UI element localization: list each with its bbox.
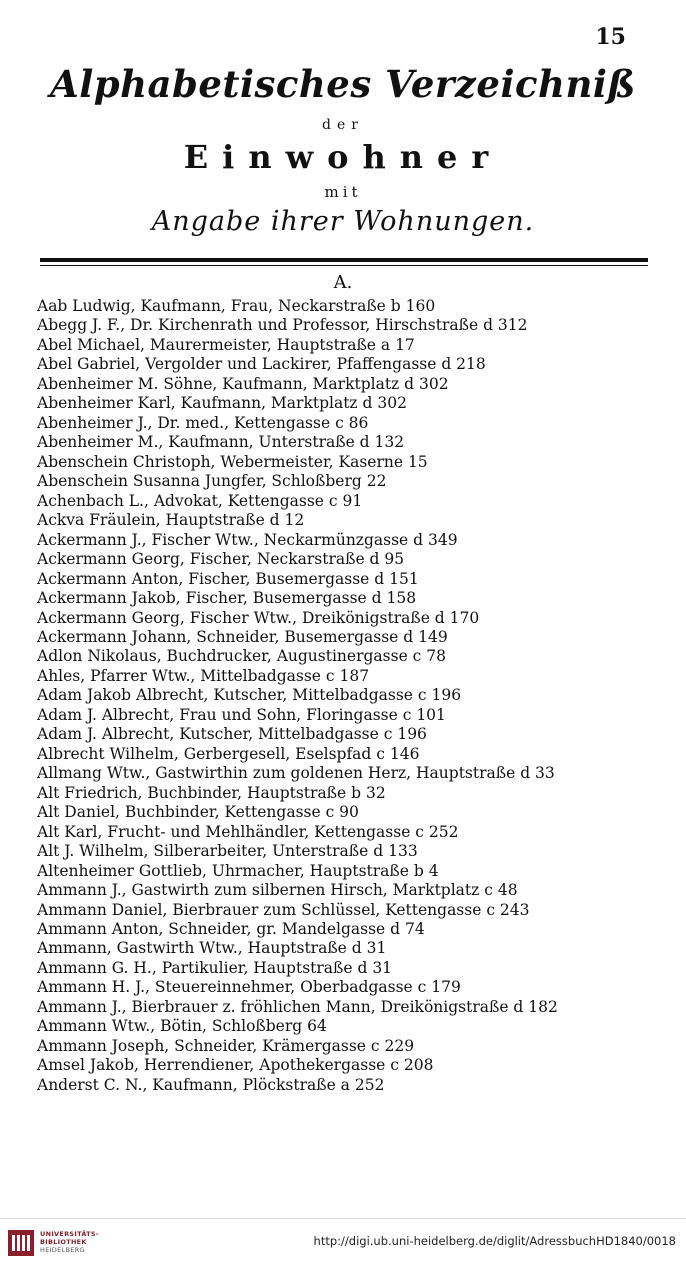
entry: Abel Gabriel, Vergolder und Lackirer, Pfaffengasse d 218 xyxy=(37,355,486,374)
entry: Ammann Anton, Schneider, gr. Mandelgasse d 74 xyxy=(37,920,425,938)
entry: Abegg J. F., Dr. Kirchenrath und Professor, Hirschstraße d 312 xyxy=(37,316,528,335)
title-subtitle: Angabe ihrer Wohnungen. xyxy=(151,206,535,237)
entry: Ackermann J., Fischer Wtw., Neckarmünzgasse d 349 xyxy=(37,530,458,549)
entry: Allmang Wtw., Gastwirthin zum goldenen Herz, Hauptstraße d 33 xyxy=(37,764,555,783)
entry: Abenheimer M., Kaufmann, Unterstraße d 132 xyxy=(37,433,405,452)
entry: Ackermann Georg, Fischer, Neckarstraße d 95 xyxy=(37,550,405,569)
entry: Alt Friedrich, Buchbinder, Hauptstraße b 32 xyxy=(37,783,386,802)
title-heading: Alphabetisches Verzeichniß xyxy=(49,62,637,106)
entry: Ackva Fräulein, Hauptstraße d 12 xyxy=(37,511,305,530)
entry: Albrecht Wilhelm, Gerbergesell, Eselspfad c 146 xyxy=(37,744,420,763)
entry: Adam Jakob Albrecht, Kutscher, Mittelbadgasse c 196 xyxy=(37,686,462,705)
university-library-logo-icon xyxy=(8,1230,34,1256)
entry: Ammann, Gastwirth Wtw., Hauptstraße d 31 xyxy=(37,939,387,958)
entry: Abenschein Susanna Jungfer, Schloßberg 22 xyxy=(37,472,387,491)
entry: Adam J. Albrecht, Frau und Sohn, Floringasse c 101 xyxy=(37,705,446,724)
library-name-line1: UNIVERSITÄTS- xyxy=(40,1230,99,1238)
entry: Aab Ludwig, Kaufmann, Frau, Neckarstraße b 160 xyxy=(37,297,436,315)
entry: Ammann Daniel, Bierbrauer zum Schlüssel, Kettengasse c 243 xyxy=(37,900,530,919)
entry: Altenheimer Gottlieb, Uhrmacher, Hauptstraße b 4 xyxy=(37,861,439,880)
entry: Amsel Jakob, Herrendiener, Apothekergasse c 208 xyxy=(37,1056,434,1075)
entry: Alt Daniel, Buchbinder, Kettengasse c 90 xyxy=(37,803,359,822)
title-der: der xyxy=(322,117,364,133)
rule-thick xyxy=(40,258,648,262)
title-mit: mit xyxy=(324,183,362,201)
page-number: 15 xyxy=(595,24,626,50)
entry: Abel Michael, Maurermeister, Hauptstraße a 17 xyxy=(37,335,415,354)
entry: Ackermann Jakob, Fischer, Busemergasse d 158 xyxy=(37,589,417,608)
entry: Anderst C. N., Kaufmann, Plöckstraße a 252 xyxy=(37,1075,385,1094)
entry: Alt Karl, Frucht- und Mehlhändler, Kettengasse c 252 xyxy=(37,822,459,841)
entry: Achenbach L., Advokat, Kettengasse c 91 xyxy=(37,491,363,510)
entry: Abenheimer J., Dr. med., Kettengasse c 86 xyxy=(37,413,369,432)
entry: Ackermann Anton, Fischer, Busemergasse d 151 xyxy=(37,569,419,588)
entry: Ammann Wtw., Bötin, Schloßberg 64 xyxy=(37,1017,327,1036)
entry: Alt J. Wilhelm, Silberarbeiter, Unterstraße d 133 xyxy=(37,842,418,861)
entry: Ammann J., Gastwirth zum silbernen Hirsch, Marktplatz c 48 xyxy=(37,881,518,900)
entry: Ackermann Johann, Schneider, Busemergasse d 149 xyxy=(37,627,448,646)
rule-thin xyxy=(40,265,648,266)
entry: Abenheimer Karl, Kaufmann, Marktplatz d 302 xyxy=(37,394,407,413)
entry: Adam J. Albrecht, Kutscher, Mittelbadgasse c 196 xyxy=(37,725,427,744)
entry: Abenheimer M. Söhne, Kaufmann, Marktplatz d 302 xyxy=(37,374,449,393)
entry: Ammann G. H., Partikulier, Hauptstraße d 31 xyxy=(37,958,393,977)
entry: Ammann H. J., Steuereinnehmer, Oberbadgasse c 179 xyxy=(37,978,461,997)
entry: Ahles, Pfarrer Wtw., Mittelbadgasse c 187 xyxy=(37,666,370,685)
source-url-link[interactable]: http://digi.ub.uni-heidelberg.de/diglit/AdressbuchHD1840/0018 xyxy=(313,1234,676,1248)
entry: Ackermann Georg, Fischer Wtw., Dreikönigstraße d 170 xyxy=(37,608,480,627)
footer-bar xyxy=(0,1218,686,1264)
entry: Abenschein Christoph, Webermeister, Kaserne 15 xyxy=(37,452,428,471)
entry: Ammann J., Bierbrauer z. fröhlichen Mann, Dreikönigstraße d 182 xyxy=(37,997,558,1016)
library-name xyxy=(40,1230,120,1254)
title-einwohner: Einwohner xyxy=(183,138,503,176)
section-letter: A. xyxy=(333,272,353,293)
entry: Ammann Joseph, Schneider, Krämergasse c 229 xyxy=(37,1036,415,1055)
library-name-line3: HEIDELBERG xyxy=(40,1246,85,1254)
library-name-line2: BIBLIOTHEK xyxy=(40,1238,87,1246)
entry: Adlon Nikolaus, Buchdrucker, Augustinergasse c 78 xyxy=(37,647,446,666)
entry-list xyxy=(37,297,657,1095)
